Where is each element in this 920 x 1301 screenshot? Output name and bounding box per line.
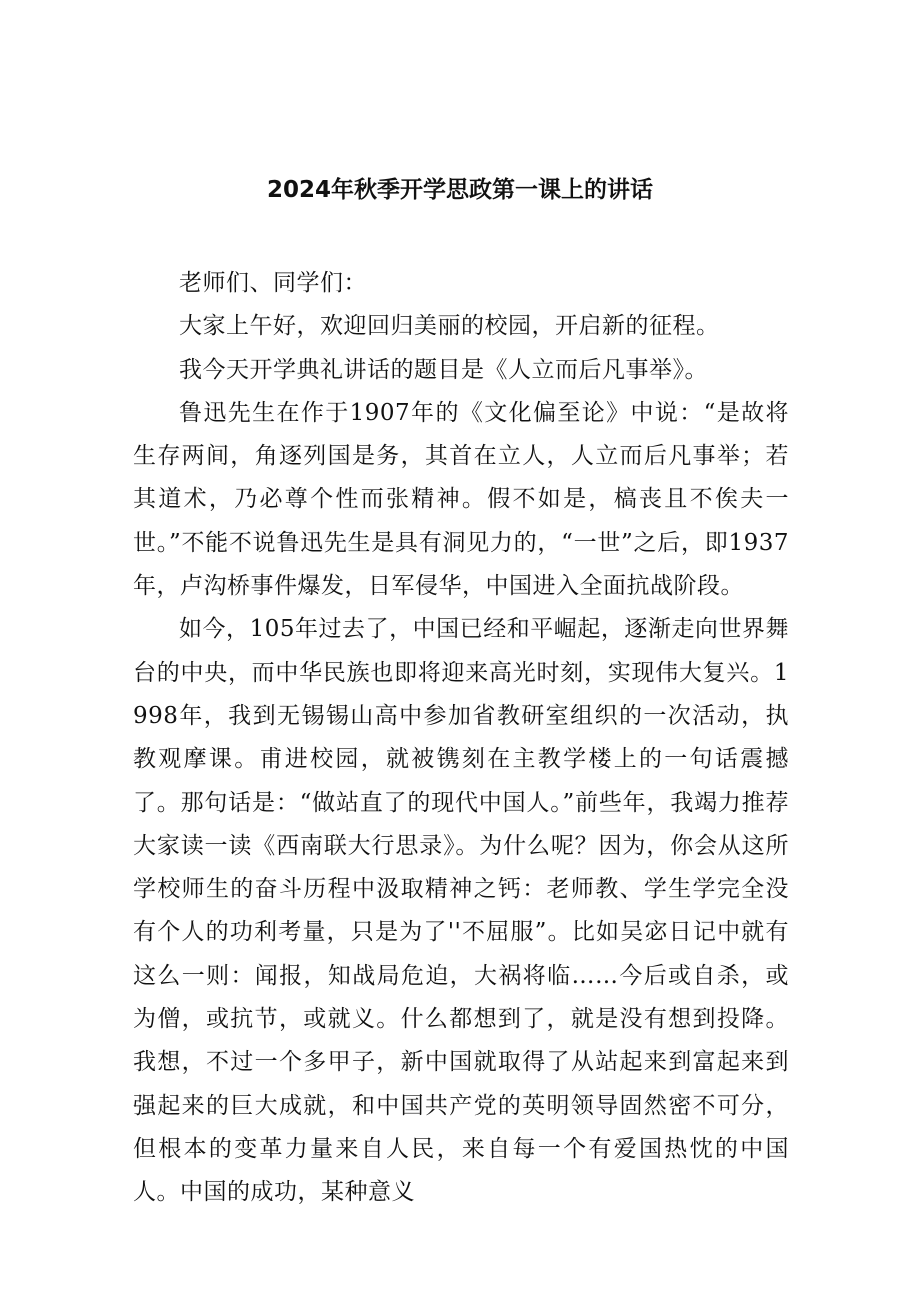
- paragraph-greeting: 大家上午好，欢迎回归美丽的校园，开启新的征程。: [179, 313, 720, 340]
- document-body: [133, 262, 789, 1215]
- document-title: 2024年秋季开学思政第一课上的讲话: [266, 177, 653, 203]
- paragraph-salutation: 老师们、同学们：: [179, 270, 367, 296]
- paragraph-luxun-quote: 鲁迅先生在作于1907年的《文化偏至论》中说：“是故将生存两间，角逐列国是务，其首在立人，人立而后凡事举；若其道术，乃必尊个性而张精神。假不如是，槁丧且不俟夫一世。”不能不说鲁迅先生是具有洞见力的，“一世”之后，即1937年，卢沟桥事件爆发，日军侵华，中国进入全面抗战阶段。: [133, 399, 789, 600]
- paragraph-today: 如今，105年过去了，中国已经和平崛起，逐渐走向世界舞台的中央，而中华民族也即将迎来高光时刻，实现伟大复兴。1998年，我到无锡锡山高中参加省教研室组织的一次活动，执教观摩课。甫进校园，就被镌刻在主教学楼上的一句话震撼了。那句话是：“做站直了的现代中国人。”前些年，我竭力推荐大家读一读《西南联大行思录》。为什么呢？因为，你会从这所学校师生的奋斗历程中汲取精神之钙：老师教、学生学完全没有个人的功利考量，只是为了''不屈服”。比如吴宓日记中就有这么一则：闻报，知战局危迫，大祸将临……今后或自杀，或为僧，或抗节，或就义。什么都想到了，就是没有想到投降。我想，不过一个多甲子，新中国就取得了从站起来到富起来到强起来的巨大成就，和中国共产党的英明领导固然密不可分，但根本的变革力量来自人民，来自每一个有爱国热忱的中国人。中国的成功，某种意义: [133, 616, 789, 1206]
- paragraph-topic: 我今天开学典礼讲话的题目是《人立而后凡事举》。: [179, 356, 708, 383]
